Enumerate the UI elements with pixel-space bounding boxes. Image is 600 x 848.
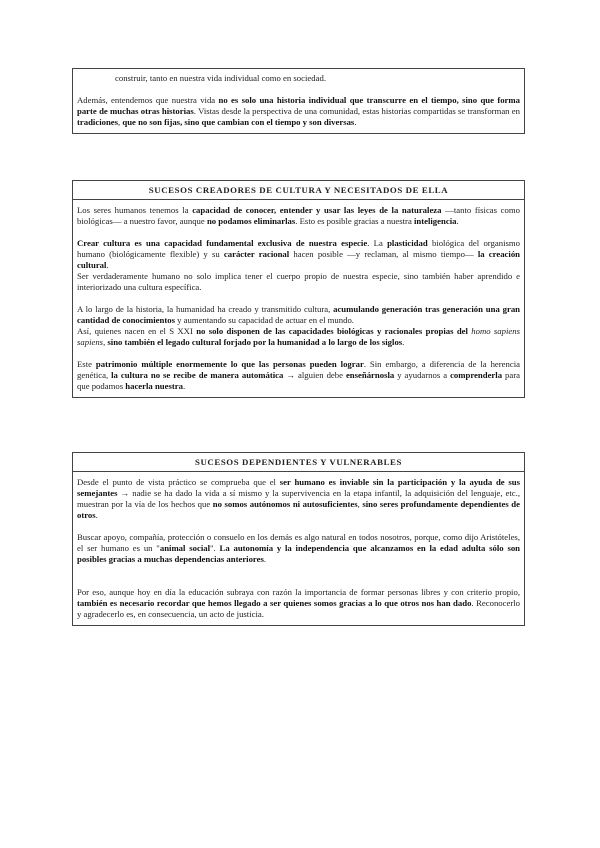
text-run: , xyxy=(357,499,363,509)
culture-section-box xyxy=(72,180,525,398)
text-run: y ayudarnos a xyxy=(394,370,451,380)
bold-phrase: acumulando generación tras generación una gran cantidad de conocimientos xyxy=(77,304,520,325)
text-run: . Vistas desde la perspectiva de una comunidad, estas historias compartidas se transforman en xyxy=(193,106,520,116)
text-run: —tanto físicas como biológicas— a nuestro favor, aunque xyxy=(77,205,520,226)
text-run: . xyxy=(182,381,186,391)
text-run: → nadie se ha dado la vida a sí mismo y la supervivencia en la etapa infantil, la adquisición del lenguaje, etc., muestran por la vía de los hechos que xyxy=(77,488,520,509)
text-run: . Esto es posible gracias a nuestra xyxy=(295,216,414,226)
text-run: . xyxy=(95,510,98,520)
bold-phrase: patrimonio múltiple enormemente lo que las personas pueden lograr xyxy=(95,359,364,369)
text-run: Los seres humanos tenemos la xyxy=(77,205,193,215)
bold-phrase: sino también el legado cultural forjado por la humanidad a lo largo de los siglos xyxy=(107,337,403,347)
text-run: ". xyxy=(210,543,220,553)
bold-phrase: tradiciones xyxy=(77,117,119,127)
bold-phrase: que no son fijas, sino que cambian con el tiempo y son diversas xyxy=(122,117,355,127)
text-run: Además, entendemos que nuestra vida xyxy=(77,95,219,105)
text-run: . xyxy=(106,260,109,270)
text-run: biológica del organismo humano (biológicamente flexible) y su xyxy=(77,238,520,259)
paragraph-being-human: Ser verdaderamente humano no solo implica tener el cuerpo propio de nuestra especie, sino también haber aprendido e interiorizado una cultura específica. xyxy=(77,271,520,292)
culture-section-title: SUCESOS CREADORES DE CULTURA Y NECESITADOS DE ELLA xyxy=(73,184,524,200)
text-run: , xyxy=(103,337,108,347)
text-run: . xyxy=(456,216,459,226)
bold-phrase: carácter racional xyxy=(223,249,290,259)
paragraph-heritage xyxy=(77,359,520,392)
bold-phrase: no podamos eliminarlas xyxy=(206,216,296,226)
paragraph-history xyxy=(77,304,520,326)
continuation-box xyxy=(72,68,525,134)
text-run: . La xyxy=(367,238,388,248)
text-run: y aumentando su capacidad de actuar en el mundo. xyxy=(174,315,354,325)
paragraph-xxi-century xyxy=(77,326,520,348)
dependence-section-box xyxy=(72,452,525,626)
text-run: . xyxy=(354,117,357,127)
text-run: para que podamos xyxy=(77,370,520,391)
text-run: Así, quienes nacen en el S XXI xyxy=(77,326,197,336)
italic-phrase: homo sapiens sapiens xyxy=(77,326,520,347)
text-run: Buscar apoyo, compañía, protección o consuelo en los demás es algo natural en todos nosotros, porque, como dijo Aristóteles, el ser humano es un " xyxy=(77,532,520,553)
bold-phrase: no somos autónomos ni autosuficientes xyxy=(212,499,358,509)
bold-phrase: también es necesario recordar que hemos llegado a ser quienes somos gracias a lo que otros nos han dado xyxy=(77,598,472,608)
bold-phrase: la creación cultural xyxy=(77,249,520,270)
text-run: A lo largo de la historia, la humanidad ha creado y transmitido cultura, xyxy=(77,304,334,314)
bold-phrase: no solo disponen de las capacidades biológicas y racionales propias del xyxy=(196,326,472,336)
text-run: Por eso, aunque hoy en día la educación subraya con razón la importancia de formar personas libres y con criterio propio, xyxy=(77,587,520,597)
bold-phrase: enseñárnosla xyxy=(345,370,395,380)
bold-phrase: capacidad de conocer, entender y usar las leyes de la naturaleza xyxy=(192,205,442,215)
text-run: . xyxy=(263,554,267,564)
text-run: → alguien debe xyxy=(283,370,346,380)
bold-phrase: plasticidad xyxy=(387,238,428,248)
text-run: , xyxy=(118,117,123,127)
paragraph-social-animal xyxy=(77,532,520,565)
paragraph-gratitude xyxy=(77,587,520,620)
bold-phrase: la cultura no se recibe de manera automática xyxy=(111,370,284,380)
bold-phrase: ser humano es inviable sin la participación y la ayuda de sus semejantes xyxy=(77,477,520,498)
text-run: hacen posible —y reclaman, al mismo tiempo— xyxy=(289,249,478,259)
paragraph-inviable xyxy=(77,477,520,521)
dependence-section-title: SUCESOS DEPENDIENTES Y VULNERABLES xyxy=(73,456,524,472)
text-run: . Reconocerlo y agradecerlo es, en consecuencia, un acto de justicia. xyxy=(77,598,521,619)
bold-phrase: La autonomía y la independencia que alcanzamos en la edad adulta sólo son posibles gracias a muchas dependencias anteriores xyxy=(77,543,521,564)
text-run: . Sin embargo, a diferencia de la herencia genética, xyxy=(77,359,520,380)
bold-phrase: comprenderla xyxy=(450,370,503,380)
text-run: . xyxy=(402,337,405,347)
paragraph-intelligence xyxy=(77,205,520,227)
bold-phrase: no es solo una historia individual que transcurre en el tiempo, sino que forma parte de muchas otras historias xyxy=(77,95,520,116)
bold-phrase: inteligencia xyxy=(413,216,457,226)
bold-phrase: sino seres profundamente dependientes de otros xyxy=(77,499,520,520)
bold-phrase: hacerla nuestra xyxy=(125,381,183,391)
bold-phrase: animal social xyxy=(159,543,210,553)
continuation-line: construir, tanto en nuestra vida individual como en sociedad. xyxy=(115,73,326,83)
text-run: Este xyxy=(77,359,96,369)
text-run: Desde el punto de vista práctico se comprueba que el xyxy=(77,477,280,487)
paragraph-shared-histories xyxy=(77,95,520,128)
paragraph-create-culture xyxy=(77,238,520,271)
bold-phrase: Crear cultura es una capacidad fundamental exclusiva de nuestra especie xyxy=(77,238,368,248)
